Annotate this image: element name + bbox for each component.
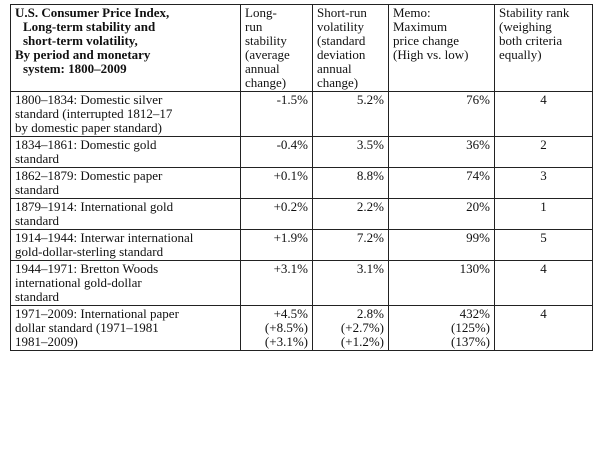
header-memo-line: price change (393, 33, 460, 48)
table-row (11, 199, 593, 230)
long-run-cell-line: +1.9% (273, 230, 308, 245)
header-rank-line: equally) (499, 47, 542, 62)
period-cell-line: standard (15, 289, 60, 304)
table-row (11, 306, 593, 351)
header-long-run-line: stability (245, 33, 287, 48)
memo-cell (389, 92, 495, 137)
period-cell (11, 306, 241, 351)
header-short-run (313, 5, 389, 92)
header-memo-line: Maximum (393, 19, 448, 34)
long-run-cell-line: +0.2% (273, 199, 308, 214)
table-title (11, 5, 241, 92)
header-long-run-line: annual (245, 61, 280, 76)
period-cell (11, 261, 241, 306)
header-memo-line: (High vs. low) (393, 47, 469, 62)
short-run-cell-line: 7.2% (356, 230, 384, 245)
title-line-3: short-term volatility, (23, 33, 138, 48)
long-run-cell-line: (+8.5%) (264, 320, 308, 335)
long-run-cell-line: (+3.1%) (264, 334, 308, 349)
rank-cell: 4 (495, 261, 593, 306)
short-run-cell (313, 199, 389, 230)
period-cell (11, 92, 241, 137)
period-cell-line: dollar standard (1971–1981 (15, 320, 159, 335)
memo-cell-line: 76% (466, 92, 490, 107)
short-run-cell (313, 137, 389, 168)
period-cell (11, 230, 241, 261)
short-run-cell (313, 92, 389, 137)
cpi-table (10, 4, 593, 351)
rank-cell: 4 (495, 92, 593, 137)
period-cell-line: 1971–2009: International paper (15, 306, 179, 321)
rank-cell: 3 (495, 168, 593, 199)
long-run-cell (241, 168, 313, 199)
period-cell (11, 137, 241, 168)
header-long-run-line: change) (245, 75, 287, 90)
memo-cell (389, 261, 495, 306)
short-run-cell (313, 261, 389, 306)
short-run-cell-line: 5.2% (356, 92, 384, 107)
long-run-cell (241, 230, 313, 261)
period-cell-line: 1862–1879: Domestic paper (15, 168, 163, 183)
memo-cell (389, 306, 495, 351)
title-line-1: U.S. Consumer Price Index, (15, 5, 170, 20)
short-run-cell-line: 3.1% (356, 261, 384, 276)
period-cell-line: 1981–2009) (15, 334, 78, 349)
header-short-run-line: change) (317, 75, 359, 90)
header-short-run-line: Short-run (317, 5, 367, 20)
period-cell (11, 199, 241, 230)
rank-cell: 5 (495, 230, 593, 261)
long-run-cell-line: -1.5% (276, 92, 308, 107)
title-line-2: Long-term stability and (23, 19, 156, 34)
memo-cell-line: 20% (466, 199, 490, 214)
short-run-cell-line: (+2.7%) (340, 320, 384, 335)
long-run-cell-line: +3.1% (273, 261, 308, 276)
short-run-cell-line: 2.2% (356, 199, 384, 214)
period-cell-line: standard (interrupted 1812–17 (15, 106, 173, 121)
header-memo (389, 5, 495, 92)
period-cell-line: standard (15, 213, 60, 228)
table-row (11, 92, 593, 137)
table-row (11, 261, 593, 306)
period-cell-line: 1879–1914: International gold (15, 199, 174, 214)
period-cell (11, 168, 241, 199)
memo-cell-line: 36% (466, 137, 490, 152)
period-cell-line: by domestic paper standard) (15, 120, 162, 135)
short-run-cell-line: 3.5% (356, 137, 384, 152)
long-run-cell (241, 199, 313, 230)
rank-cell: 2 (495, 137, 593, 168)
period-cell-line: standard (15, 151, 60, 166)
table-row (11, 230, 593, 261)
header-rank-line: (weighing (499, 19, 552, 34)
period-cell-line: 1800–1834: Domestic silver (15, 92, 163, 107)
memo-cell-line: 432% (459, 306, 490, 321)
memo-cell-line: (137%) (451, 334, 490, 349)
table-body (11, 92, 593, 351)
title-line-4: By period and monetary (15, 47, 151, 62)
memo-cell-line: 130% (459, 261, 490, 276)
period-cell-line: standard (15, 182, 60, 197)
memo-cell-line: 99% (466, 230, 490, 245)
header-rank-line: Stability rank (499, 5, 570, 20)
period-cell-line: international gold-dollar (15, 275, 142, 290)
period-cell-line: 1914–1944: Interwar international (15, 230, 194, 245)
short-run-cell-line: 2.8% (356, 306, 384, 321)
short-run-cell (313, 168, 389, 199)
memo-cell-line: 74% (466, 168, 490, 183)
long-run-cell-line: +0.1% (273, 168, 308, 183)
table-row (11, 137, 593, 168)
long-run-cell (241, 92, 313, 137)
rank-cell: 1 (495, 199, 593, 230)
header-long-run-line: run (245, 19, 263, 34)
header-long-run (241, 5, 313, 92)
rank-cell: 4 (495, 306, 593, 351)
title-line-5: system: 1800–2009 (23, 61, 127, 76)
period-cell-line: gold-dollar-sterling standard (15, 244, 164, 259)
header-memo-line: Memo: (393, 5, 431, 20)
header-short-run-line: annual (317, 61, 352, 76)
header-short-run-line: volatility (317, 19, 364, 34)
header-rank-line: both criteria (499, 33, 563, 48)
short-run-cell-line: 8.8% (356, 168, 384, 183)
memo-cell (389, 230, 495, 261)
header-rank (495, 5, 593, 92)
long-run-cell (241, 261, 313, 306)
memo-cell (389, 168, 495, 199)
short-run-cell (313, 306, 389, 351)
period-cell-line: 1944–1971: Bretton Woods (15, 261, 159, 276)
memo-cell (389, 137, 495, 168)
long-run-cell (241, 137, 313, 168)
memo-cell (389, 199, 495, 230)
long-run-cell-line: -0.4% (276, 137, 308, 152)
header-long-run-line: Long- (245, 5, 277, 20)
short-run-cell (313, 230, 389, 261)
header-long-run-line: (average (245, 47, 290, 62)
header-short-run-line: deviation (317, 47, 366, 62)
long-run-cell (241, 306, 313, 351)
memo-cell-line: (125%) (451, 320, 490, 335)
table-row (11, 168, 593, 199)
short-run-cell-line: (+1.2%) (340, 334, 384, 349)
header-row (11, 5, 593, 92)
header-short-run-line: (standard (317, 33, 366, 48)
long-run-cell-line: +4.5% (273, 306, 308, 321)
period-cell-line: 1834–1861: Domestic gold (15, 137, 157, 152)
